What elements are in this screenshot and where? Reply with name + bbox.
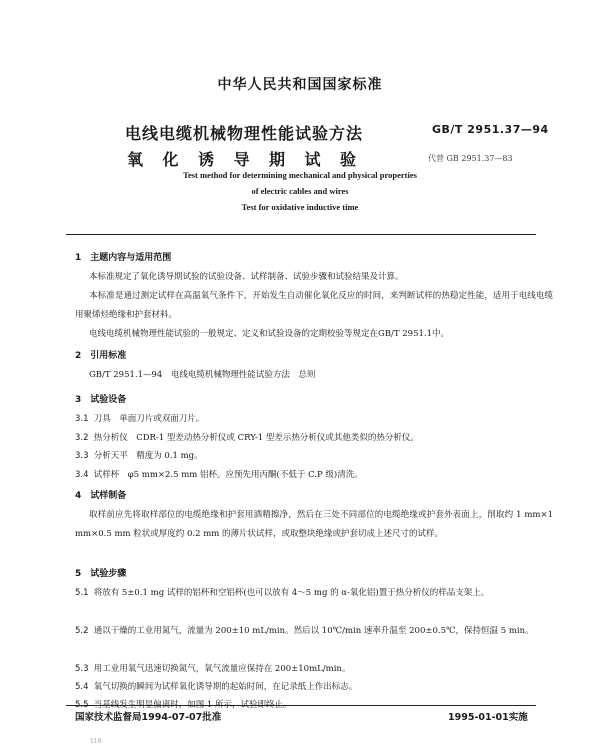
clause-5-5: 5.5 当基线发生明显偏离时，如图 1 所示，试验即终止。 <box>75 700 292 710</box>
replaces-note: 代替 GB 2951.37—83 <box>428 154 513 163</box>
title-line-2: 氧化诱导期试验 <box>127 150 376 169</box>
approval-date: 国家技术监督局1994-07-07批准 <box>75 712 222 723</box>
title-line-1: 电线电缆机械物理性能试验方法 <box>125 124 364 143</box>
clause-5-3: 5.3 用工业用氧气迅速切换氮气，氧气流量应保持在 200±10mL/min。 <box>75 664 351 674</box>
clause-5-2: 5.2 通以干燥的工业用氮气，流量为 200±10 mL/min。然后以 10℃/min 速率升温至 200±0.5℃，保持恒温 5 min。 <box>75 626 534 636</box>
section-4-paragraph: 取样前应先将取样部位的电缆绝缘和护套用酒精擦净，然后在三处不同部位的电缆绝缘或护套外表面上，削取约 1 mm×1 mm×0.5 mm 粒状或厚度约 0.2 mm 的薄片状试样，或取整块绝缘或护套切成上述尺寸的试样。 <box>75 510 553 539</box>
standard-number: GB/T 2951.37—94 <box>432 123 549 136</box>
section-4-heading: 4 试样制备 <box>75 491 127 501</box>
clause-3-1: 3.1 刀具 单面刀片或双面刀片。 <box>75 414 205 424</box>
section-2-heading: 2 引用标准 <box>75 351 127 361</box>
english-title-line-1: Test method for determining mechanical and physical properties <box>183 170 417 180</box>
clause-3-2: 3.2 热分析仪 CDR-1 型差动热分析仪或 CRY-1 型差示热分析仪或其他类似的热分析仪。 <box>75 433 419 443</box>
section-3-heading: 3 试验设备 <box>75 395 127 405</box>
clause-5-4: 5.4 氧气切换的瞬间为试样氧化诱导期的起始时间，在记录纸上作出标志。 <box>75 682 358 692</box>
top-rule <box>66 234 536 235</box>
section-1-paragraph-3: 电线电缆机械物理性能试验的一般规定、定义和试验设备的定期校验等规定在GB/T 2951.1中。 <box>89 329 450 339</box>
section-1-paragraph-1: 本标准规定了氧化诱导期试验的试验设备、试样制备、试验步骤和试验结果及计算。 <box>89 272 404 282</box>
english-title-line-2: of electric cables and wires <box>251 186 349 196</box>
page-number: 118 <box>90 738 102 745</box>
section-1-heading: 1 主题内容与适用范围 <box>75 253 172 263</box>
section-5-heading: 5 试验步骤 <box>75 569 127 579</box>
standard-header: 中华人民共和国国家标准 <box>217 77 383 93</box>
clause-3-4: 3.4 试样杯 φ5 mm×2.5 mm 铝杯。应预先用丙酮(不低于 C.P 级)清洗。 <box>75 470 363 480</box>
clause-3-3: 3.3 分析天平 精度为 0.1 mg。 <box>75 451 203 461</box>
referenced-standard: GB/T 2951.1—94 电线电缆机械物理性能试验方法 总则 <box>89 370 316 380</box>
clause-5-1: 5.1 将放有 5±0.1 mg 试样的铝杯和空铝杯(也可以放有 4～5 mg 的 α-氧化铝)置于热分析仪的样品支架上。 <box>75 588 490 598</box>
implementation-date: 1995-01-01实施 <box>448 712 528 723</box>
bottom-rule <box>66 705 536 706</box>
english-title-line-3: Test for oxidative inductive time <box>241 202 359 212</box>
section-1-paragraph-2: 本标准是通过测定试样在高温氧气条件下，开始发生自动催化氧化反应的时间，来判断试样的热稳定性能，适用于电线电缆用聚烯烃绝缘和护套材料。 <box>75 291 553 320</box>
